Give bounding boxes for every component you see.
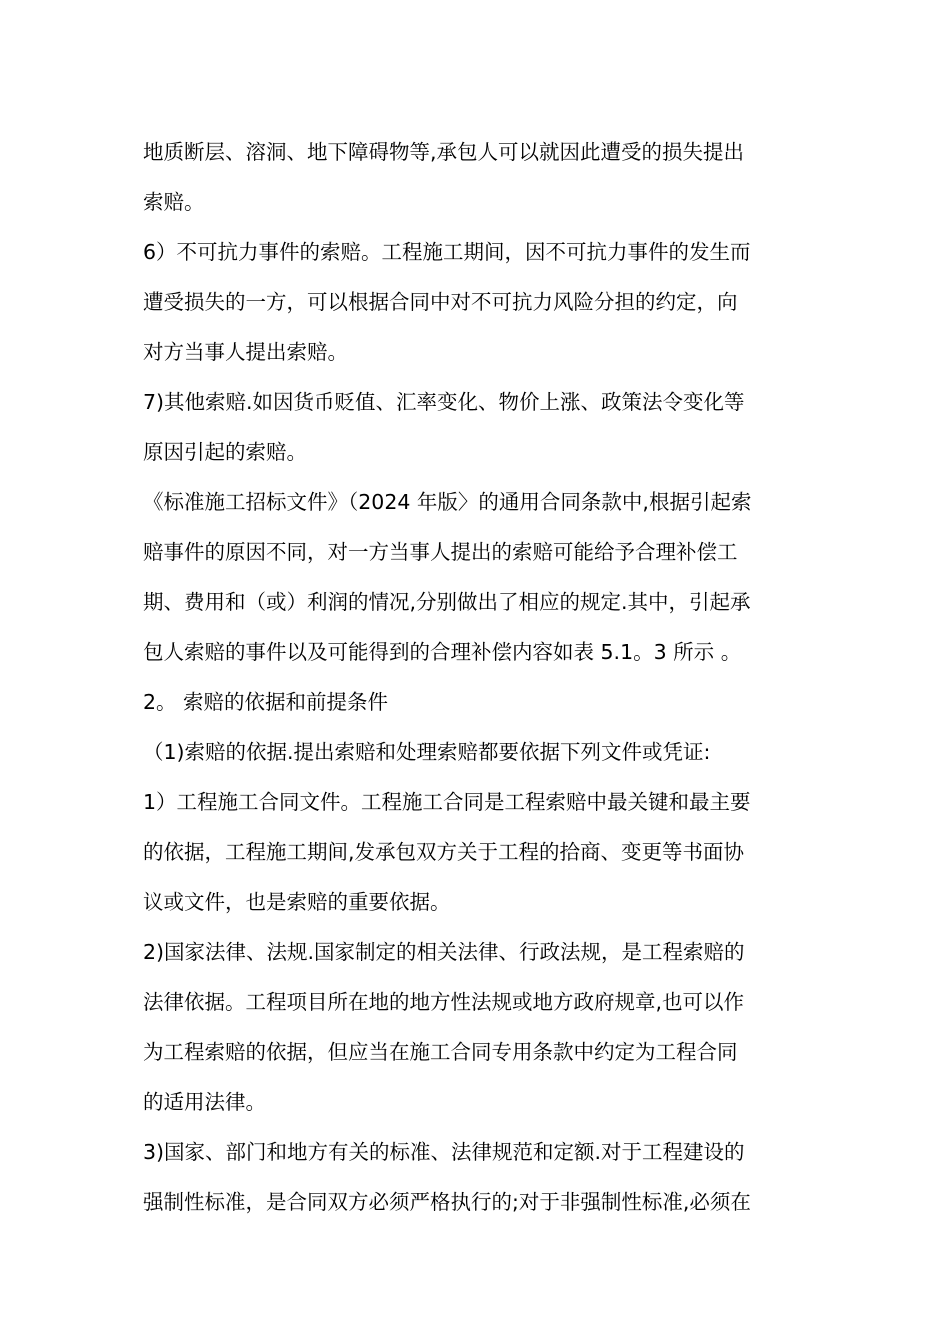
text-line: 3)国家、部门和地方有关的标准、法律规范和定额.对于工程建设的 [143,1140,745,1164]
text-line: 为工程索赔的依据，但应当在施工合同专用条款中约定为工程合同 [143,1040,738,1064]
text-line: 强制性标准，是合同双方必须严格执行的;对于非强制性标准,必须在 [143,1190,751,1214]
text-line: 2)国家法律、法规.国家制定的相关法律、行政法规，是工程索赔的 [143,940,745,964]
text-line: 地质断层、溶洞、地下障碍物等,承包人可以就因此遭受的损失提出 [143,140,745,164]
text-line: 索赔。 [143,190,205,214]
text-line: 《标准施工招标文件》（2024 年版〉的通用合同条款中,根据引起索 [143,490,752,514]
text-line: 法律依据。工程项目所在地的地方性法规或地方政府规章,也可以作 [143,990,745,1014]
text-line: 原因引起的索赔。 [143,440,307,464]
text-line: 包人索赔的事件以及可能得到的合理补偿内容如表 5.1。3 所示 。 [143,640,742,664]
text-line: 6）不可抗力事件的索赔。工程施工期间，因不可抗力事件的发生而 [143,240,751,264]
text-line: 7)其他索赔.如因货币贬值、汇率变化、物价上涨、政策法令变化等 [143,390,745,414]
text-line: （1)索赔的依据.提出索赔和处理索赔都要依据下列文件或凭证: [143,740,711,764]
text-line: 遭受损失的一方，可以根据合同中对不可抗力风险分担的约定，向 [143,290,738,314]
text-line: 的依据，工程施工期间,发承包双方关于工程的拾商、变更等书面协 [143,840,745,864]
text-line: 1）工程施工合同文件。工程施工合同是工程索赔中最关键和最主要 [143,790,751,814]
text-line: 对方当事人提出索赔。 [143,340,348,364]
text-line: 期、费用和（或）利润的情况,分别做出了相应的规定.其中，引起承 [143,590,751,614]
text-line: 议或文件，也是索赔的重要依据。 [143,890,451,914]
section-heading: 2。 索赔的依据和前提条件 [143,690,389,714]
text-line: 的适用法律。 [143,1090,266,1114]
document-body [143,127,810,1227]
text-line: 赔事件的原因不同，对一方当事人提出的索赔可能给予合理补偿工 [143,540,738,564]
